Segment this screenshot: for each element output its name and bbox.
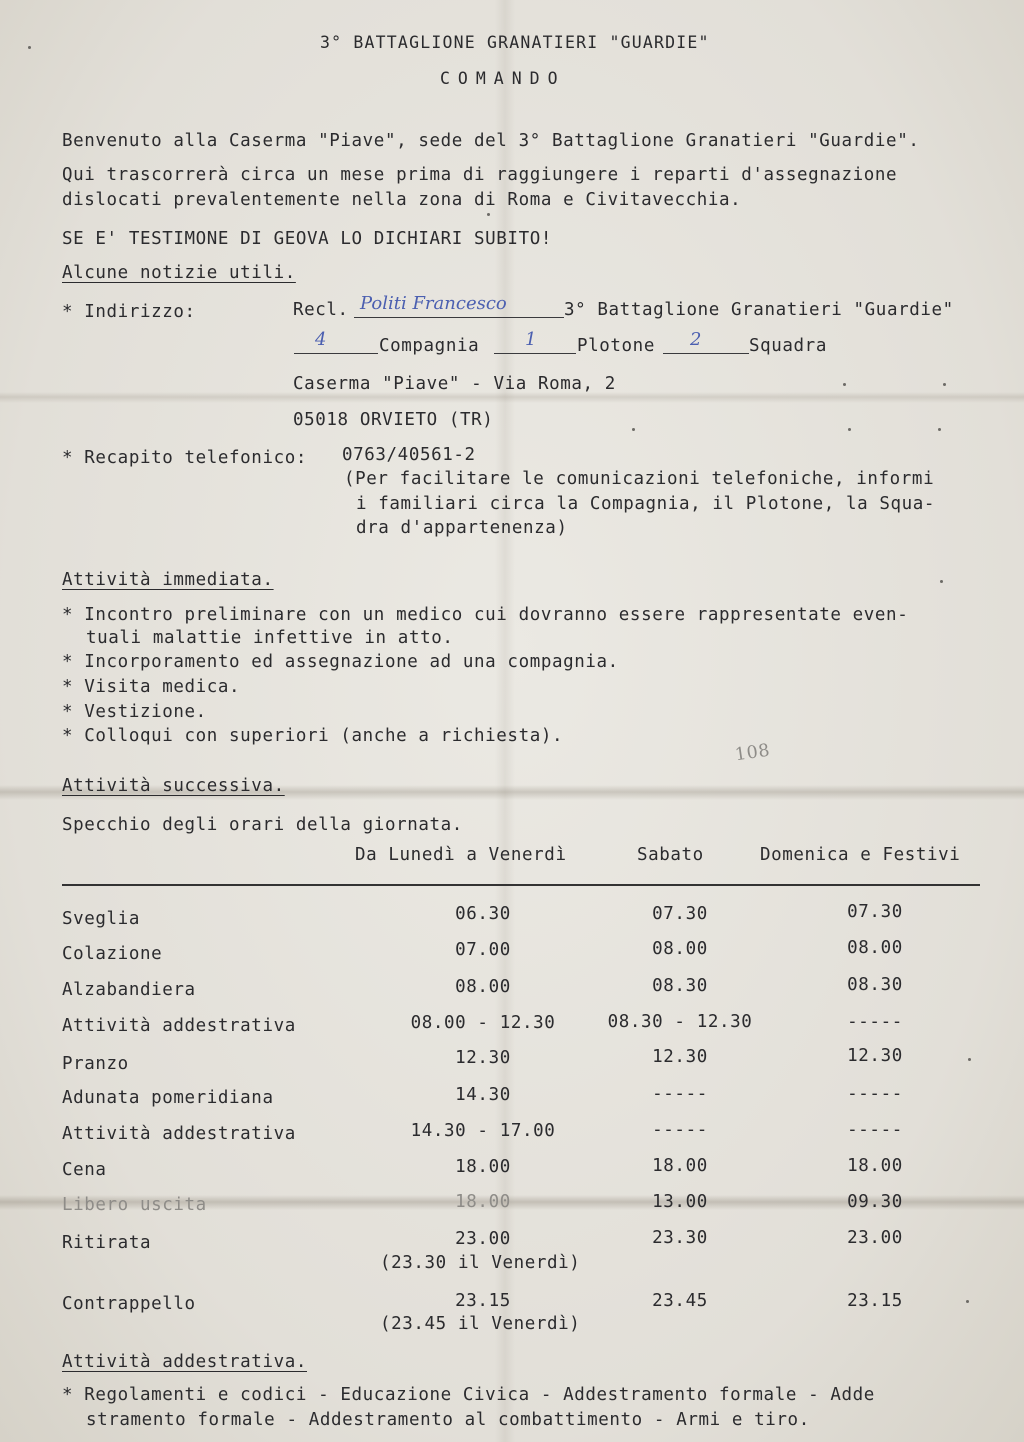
immediate-item: * Incorporamento ed assegnazione ad una compagnia.: [62, 652, 619, 672]
training-line-2: stramento formale - Addestramento al combattimento - Armi e tiro.: [86, 1410, 810, 1430]
schedule-sunday-time: -----: [847, 1084, 903, 1104]
squad-label: Squadra: [749, 336, 827, 356]
platoon-label: Plotone: [577, 336, 655, 356]
battalion-header: 3° BATTAGLIONE GRANATIERI "GUARDIE": [320, 33, 710, 52]
column-header-weekday: Da Lunedì a Venerdì: [355, 845, 567, 865]
schedule-saturday-time: 18.00: [652, 1156, 708, 1176]
immediate-item: * Incontro preliminare con un medico cui dovranno essere rappresentate even-: [62, 605, 909, 625]
schedule-saturday-time: 12.30: [652, 1047, 708, 1067]
phone-note-1: (Per facilitare le comunicazioni telefoniche, informi: [344, 469, 935, 489]
barracks-street: Caserma "Piave" - Via Roma, 2: [293, 374, 616, 394]
schedule-sunday-time: 23.00: [847, 1228, 903, 1248]
paper-speck: [28, 46, 31, 49]
intro-line-2: Qui trascorrerà circa un mese prima di raggiungere i reparti d'assegnazione: [62, 165, 898, 185]
schedule-activity: Sveglia: [62, 909, 140, 929]
schedule-activity: Cena: [62, 1160, 107, 1180]
recruit-handwritten-name: Politi Francesco: [360, 293, 507, 314]
squad-handwritten: 2: [690, 329, 702, 350]
schedule-saturday-time: 08.00: [652, 939, 708, 959]
schedule-activity: Attività addestrativa: [62, 1016, 296, 1036]
schedule-activity: Ritirata: [62, 1233, 152, 1253]
schedule-weekday-time: 18.00: [455, 1192, 511, 1212]
schedule-saturday-time: -----: [652, 1120, 708, 1140]
schedule-activity: Colazione: [62, 944, 163, 964]
intro-line-1: Benvenuto alla Caserma "Piave", sede del 3° Battaglione Granatieri "Guardie".: [62, 131, 920, 151]
table-header-rule: [62, 884, 980, 886]
phone-note-2: i familiari circa la Compagnia, il Plotone, la Squa-: [356, 494, 936, 514]
jehovah-witness-warning: SE E' TESTIMONE DI GEOVA LO DICHIARI SUBITO!: [62, 229, 552, 249]
schedule-activity: Alzabandiera: [62, 980, 196, 1000]
paper-speck: [943, 383, 946, 386]
schedule-saturday-time: 08.30 - 12.30: [607, 1012, 753, 1032]
schedule-weekday-time: 12.30: [455, 1048, 511, 1068]
schedule-saturday-time: 08.30: [652, 976, 708, 996]
subsequent-activity-heading: Attività successiva.: [62, 776, 285, 796]
pencil-note: 108: [733, 740, 772, 766]
squad-blank: [663, 352, 749, 354]
schedule-sunday-time: 12.30: [847, 1046, 903, 1066]
schedule-intro: Specchio degli orari della giornata.: [62, 815, 463, 835]
schedule-weekday-time: 14.30: [455, 1085, 511, 1105]
schedule-sunday-time: 08.00: [847, 938, 903, 958]
training-activity-heading: Attività addestrativa.: [62, 1352, 307, 1372]
schedule-activity: Libero uscita: [62, 1195, 207, 1215]
phone-number: 0763/40561-2: [342, 445, 476, 465]
platoon-handwritten: 1: [525, 329, 537, 350]
schedule-weekday-time: 08.00: [455, 977, 511, 997]
immediate-item: tuali malattie infettive in atto.: [86, 628, 454, 648]
schedule-saturday-time: 23.30: [652, 1228, 708, 1248]
schedule-sunday-time: 07.30: [847, 902, 903, 922]
schedule-sunday-time: 18.00: [847, 1156, 903, 1176]
recruit-label: Recl.: [293, 300, 349, 320]
schedule-activity: Pranzo: [62, 1054, 129, 1074]
schedule-weekday-time: 18.00: [455, 1157, 511, 1177]
company-handwritten: 4: [315, 329, 327, 350]
paper-speck: [968, 1058, 971, 1061]
phone-note-3: dra d'appartenenza): [356, 518, 568, 538]
command-title: COMANDO: [440, 69, 566, 88]
immediate-activity-heading: Attività immediata.: [62, 570, 274, 590]
barracks-city: 05018 ORVIETO (TR): [293, 410, 494, 430]
schedule-activity: Attività addestrativa: [62, 1124, 296, 1144]
paper-speck: [940, 580, 943, 583]
address-label: * Indirizzo:: [62, 302, 196, 322]
schedule-weekday-time: 08.00 - 12.30: [410, 1013, 556, 1033]
schedule-sunday-time: 08.30: [847, 975, 903, 995]
useful-info-heading: Alcune notizie utili.: [62, 263, 296, 283]
immediate-item: * Vestizione.: [62, 702, 207, 722]
paper-speck: [938, 428, 941, 431]
paper-speck: [843, 383, 846, 386]
paper-speck: [848, 428, 851, 431]
battalion-address-line: 3° Battaglione Granatieri "Guardie": [564, 300, 954, 320]
paper-speck: [632, 428, 635, 431]
schedule-activity: Adunata pomeridiana: [62, 1088, 274, 1108]
company-blank: [294, 352, 378, 354]
schedule-weekday-time: 07.00: [455, 940, 511, 960]
intro-line-3: dislocati prevalentemente nella zona di Roma e Civitavecchia.: [62, 190, 742, 210]
schedule-saturday-time: 23.45: [652, 1291, 708, 1311]
schedule-saturday-time: 07.30: [652, 904, 708, 924]
paper-speck: [487, 213, 490, 216]
schedule-saturday-time: -----: [652, 1084, 708, 1104]
column-header-saturday: Sabato: [637, 845, 704, 865]
schedule-activity: Contrappello: [62, 1294, 196, 1314]
schedule-friday-note: (23.45 il Venerdì): [380, 1314, 581, 1334]
recruit-name-line: [354, 316, 564, 318]
schedule-sunday-time: 23.15: [847, 1291, 903, 1311]
platoon-blank: [494, 352, 576, 354]
schedule-sunday-time: -----: [847, 1120, 903, 1140]
paper-speck: [966, 1300, 969, 1303]
schedule-sunday-time: 09.30: [847, 1192, 903, 1212]
schedule-sunday-time: -----: [847, 1012, 903, 1032]
schedule-saturday-time: 13.00: [652, 1192, 708, 1212]
immediate-item: * Visita medica.: [62, 677, 241, 697]
schedule-friday-note: (23.30 il Venerdì): [380, 1253, 581, 1273]
training-line-1: * Regolamenti e codici - Educazione Civica - Addestramento formale - Adde: [62, 1385, 875, 1405]
schedule-weekday-time: 06.30: [455, 904, 511, 924]
company-label: Compagnia: [379, 336, 480, 356]
immediate-item: * Colloqui con superiori (anche a richiesta).: [62, 726, 564, 746]
schedule-weekday-time: 23.15: [455, 1291, 511, 1311]
phone-label: * Recapito telefonico:: [62, 448, 307, 468]
schedule-weekday-time: 23.00: [455, 1229, 511, 1249]
schedule-weekday-time: 14.30 - 17.00: [410, 1121, 556, 1141]
column-header-sunday: Domenica e Festivi: [760, 845, 961, 865]
